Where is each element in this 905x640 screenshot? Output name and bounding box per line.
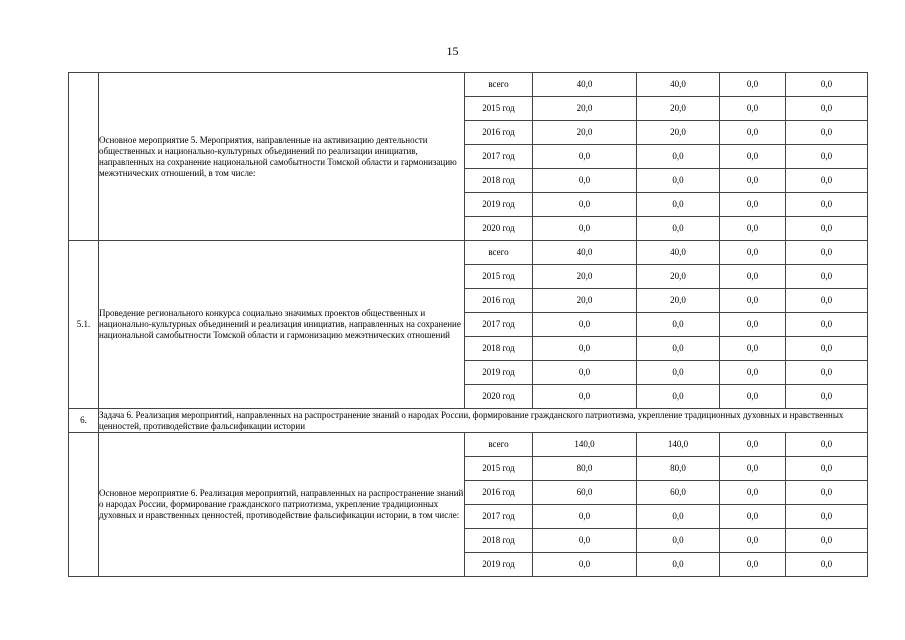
source-amount-cell: 0,0 xyxy=(720,193,786,217)
source-amount-cell: 0,0 xyxy=(786,385,868,409)
total-amount-cell: 0,0 xyxy=(533,145,637,169)
source-amount-cell: 40,0 xyxy=(637,241,720,265)
source-amount-cell: 60,0 xyxy=(637,481,720,505)
source-amount-cell: 0,0 xyxy=(720,457,786,481)
period-cell: всего xyxy=(465,73,533,97)
source-amount-cell: 0,0 xyxy=(720,145,786,169)
source-amount-cell: 0,0 xyxy=(786,217,868,241)
source-amount-cell: 0,0 xyxy=(786,313,868,337)
source-amount-cell: 0,0 xyxy=(786,529,868,553)
table-body xyxy=(69,73,868,577)
period-cell: всего xyxy=(465,241,533,265)
total-amount-cell: 40,0 xyxy=(533,73,637,97)
source-amount-cell: 0,0 xyxy=(720,241,786,265)
row-number xyxy=(69,73,99,241)
period-cell: 2020 год xyxy=(465,217,533,241)
source-amount-cell: 0,0 xyxy=(786,169,868,193)
source-amount-cell: 20,0 xyxy=(637,97,720,121)
total-amount-cell: 20,0 xyxy=(533,289,637,313)
period-cell: 2020 год xyxy=(465,385,533,409)
source-amount-cell: 0,0 xyxy=(637,529,720,553)
source-amount-cell: 0,0 xyxy=(786,481,868,505)
source-amount-cell: 0,0 xyxy=(637,169,720,193)
source-amount-cell: 0,0 xyxy=(786,361,868,385)
source-amount-cell: 140,0 xyxy=(637,433,720,457)
period-cell: 2018 год xyxy=(465,529,533,553)
period-cell: 2019 год xyxy=(465,553,533,577)
source-amount-cell: 0,0 xyxy=(786,265,868,289)
budget-table xyxy=(68,72,868,577)
source-amount-cell: 0,0 xyxy=(720,385,786,409)
source-amount-cell: 0,0 xyxy=(786,97,868,121)
total-amount-cell: 0,0 xyxy=(533,529,637,553)
source-amount-cell: 80,0 xyxy=(637,457,720,481)
source-amount-cell: 0,0 xyxy=(720,361,786,385)
source-amount-cell: 0,0 xyxy=(720,505,786,529)
source-amount-cell: 0,0 xyxy=(786,457,868,481)
period-cell: 2018 год xyxy=(465,337,533,361)
source-amount-cell: 0,0 xyxy=(720,97,786,121)
page-number: 15 xyxy=(446,44,459,58)
row-number xyxy=(69,433,99,577)
source-amount-cell: 0,0 xyxy=(786,73,868,97)
source-amount-cell: 0,0 xyxy=(786,433,868,457)
total-amount-cell: 0,0 xyxy=(533,553,637,577)
source-amount-cell: 0,0 xyxy=(786,193,868,217)
source-amount-cell: 40,0 xyxy=(637,73,720,97)
source-amount-cell: 0,0 xyxy=(637,193,720,217)
source-amount-cell: 0,0 xyxy=(720,73,786,97)
source-amount-cell: 0,0 xyxy=(786,121,868,145)
table-row xyxy=(69,433,868,457)
source-amount-cell: 0,0 xyxy=(637,385,720,409)
task-description: Задача 6. Реализация мероприятий, направленных на распространение знаний о народах России, формирование гражданского патриотизма, укрепление традиционных духовных и нравственных ценностей, противодействие фальсификации истории xyxy=(99,409,868,433)
period-cell: 2017 год xyxy=(465,145,533,169)
source-amount-cell: 0,0 xyxy=(720,169,786,193)
period-cell: 2015 год xyxy=(465,457,533,481)
period-cell: 2017 год xyxy=(465,505,533,529)
source-amount-cell: 0,0 xyxy=(637,337,720,361)
total-amount-cell: 40,0 xyxy=(533,241,637,265)
activity-description: Основное мероприятие 5. Мероприятия, направленные на активизацию деятельности общественных и национально-культурных объединений по реализации инициатив, направленных на сохранение национальной самобытности Томской области и гармонизацию межэтнических отношений, в том числе: xyxy=(99,73,465,241)
total-amount-cell: 0,0 xyxy=(533,505,637,529)
source-amount-cell: 0,0 xyxy=(637,553,720,577)
source-amount-cell: 0,0 xyxy=(720,217,786,241)
period-cell: 2016 год xyxy=(465,121,533,145)
source-amount-cell: 0,0 xyxy=(720,433,786,457)
period-cell: всего xyxy=(465,433,533,457)
activity-description: Основное мероприятие 6. Реализация мероприятий, направленных на распространение знаний о народах России, формирование гражданского патриотизма, укрепление традиционных духовных и нравственных ценностей, противодействие фальсификации истории, в том числе: xyxy=(99,433,465,577)
total-amount-cell: 0,0 xyxy=(533,313,637,337)
period-cell: 2015 год xyxy=(465,97,533,121)
period-cell: 2016 год xyxy=(465,481,533,505)
period-cell: 2015 год xyxy=(465,265,533,289)
source-amount-cell: 0,0 xyxy=(786,145,868,169)
source-amount-cell: 0,0 xyxy=(637,505,720,529)
period-cell: 2019 год xyxy=(465,361,533,385)
source-amount-cell: 0,0 xyxy=(720,529,786,553)
source-amount-cell: 0,0 xyxy=(786,337,868,361)
period-cell: 2016 год xyxy=(465,289,533,313)
source-amount-cell: 20,0 xyxy=(637,265,720,289)
task-number: 6. xyxy=(69,409,99,433)
total-amount-cell: 20,0 xyxy=(533,121,637,145)
total-amount-cell: 0,0 xyxy=(533,217,637,241)
source-amount-cell: 0,0 xyxy=(786,505,868,529)
period-cell: 2018 год xyxy=(465,169,533,193)
source-amount-cell: 20,0 xyxy=(637,289,720,313)
table-row xyxy=(69,73,868,97)
source-amount-cell: 0,0 xyxy=(637,313,720,337)
table-row xyxy=(69,241,868,265)
task-row xyxy=(69,409,868,433)
source-amount-cell: 0,0 xyxy=(720,313,786,337)
activity-description: Проведение регионального конкурса социально значимых проектов общественных и национально-культурных объединений и реализация инициатив, направленных на сохранение национальной самобытности Томской области и гармонизацию межэтнических отношений xyxy=(99,241,465,409)
source-amount-cell: 0,0 xyxy=(637,217,720,241)
source-amount-cell: 20,0 xyxy=(637,121,720,145)
total-amount-cell: 0,0 xyxy=(533,385,637,409)
period-cell: 2019 год xyxy=(465,193,533,217)
source-amount-cell: 0,0 xyxy=(720,337,786,361)
row-number: 5.1. xyxy=(69,241,99,409)
total-amount-cell: 80,0 xyxy=(533,457,637,481)
total-amount-cell: 20,0 xyxy=(533,97,637,121)
period-cell: 2017 год xyxy=(465,313,533,337)
total-amount-cell: 0,0 xyxy=(533,193,637,217)
source-amount-cell: 0,0 xyxy=(786,553,868,577)
source-amount-cell: 0,0 xyxy=(637,145,720,169)
source-amount-cell: 0,0 xyxy=(786,241,868,265)
total-amount-cell: 0,0 xyxy=(533,337,637,361)
source-amount-cell: 0,0 xyxy=(720,289,786,313)
source-amount-cell: 0,0 xyxy=(786,289,868,313)
source-amount-cell: 0,0 xyxy=(720,553,786,577)
source-amount-cell: 0,0 xyxy=(720,265,786,289)
total-amount-cell: 0,0 xyxy=(533,361,637,385)
total-amount-cell: 140,0 xyxy=(533,433,637,457)
source-amount-cell: 0,0 xyxy=(637,361,720,385)
source-amount-cell: 0,0 xyxy=(720,481,786,505)
total-amount-cell: 0,0 xyxy=(533,169,637,193)
total-amount-cell: 60,0 xyxy=(533,481,637,505)
total-amount-cell: 20,0 xyxy=(533,265,637,289)
source-amount-cell: 0,0 xyxy=(720,121,786,145)
